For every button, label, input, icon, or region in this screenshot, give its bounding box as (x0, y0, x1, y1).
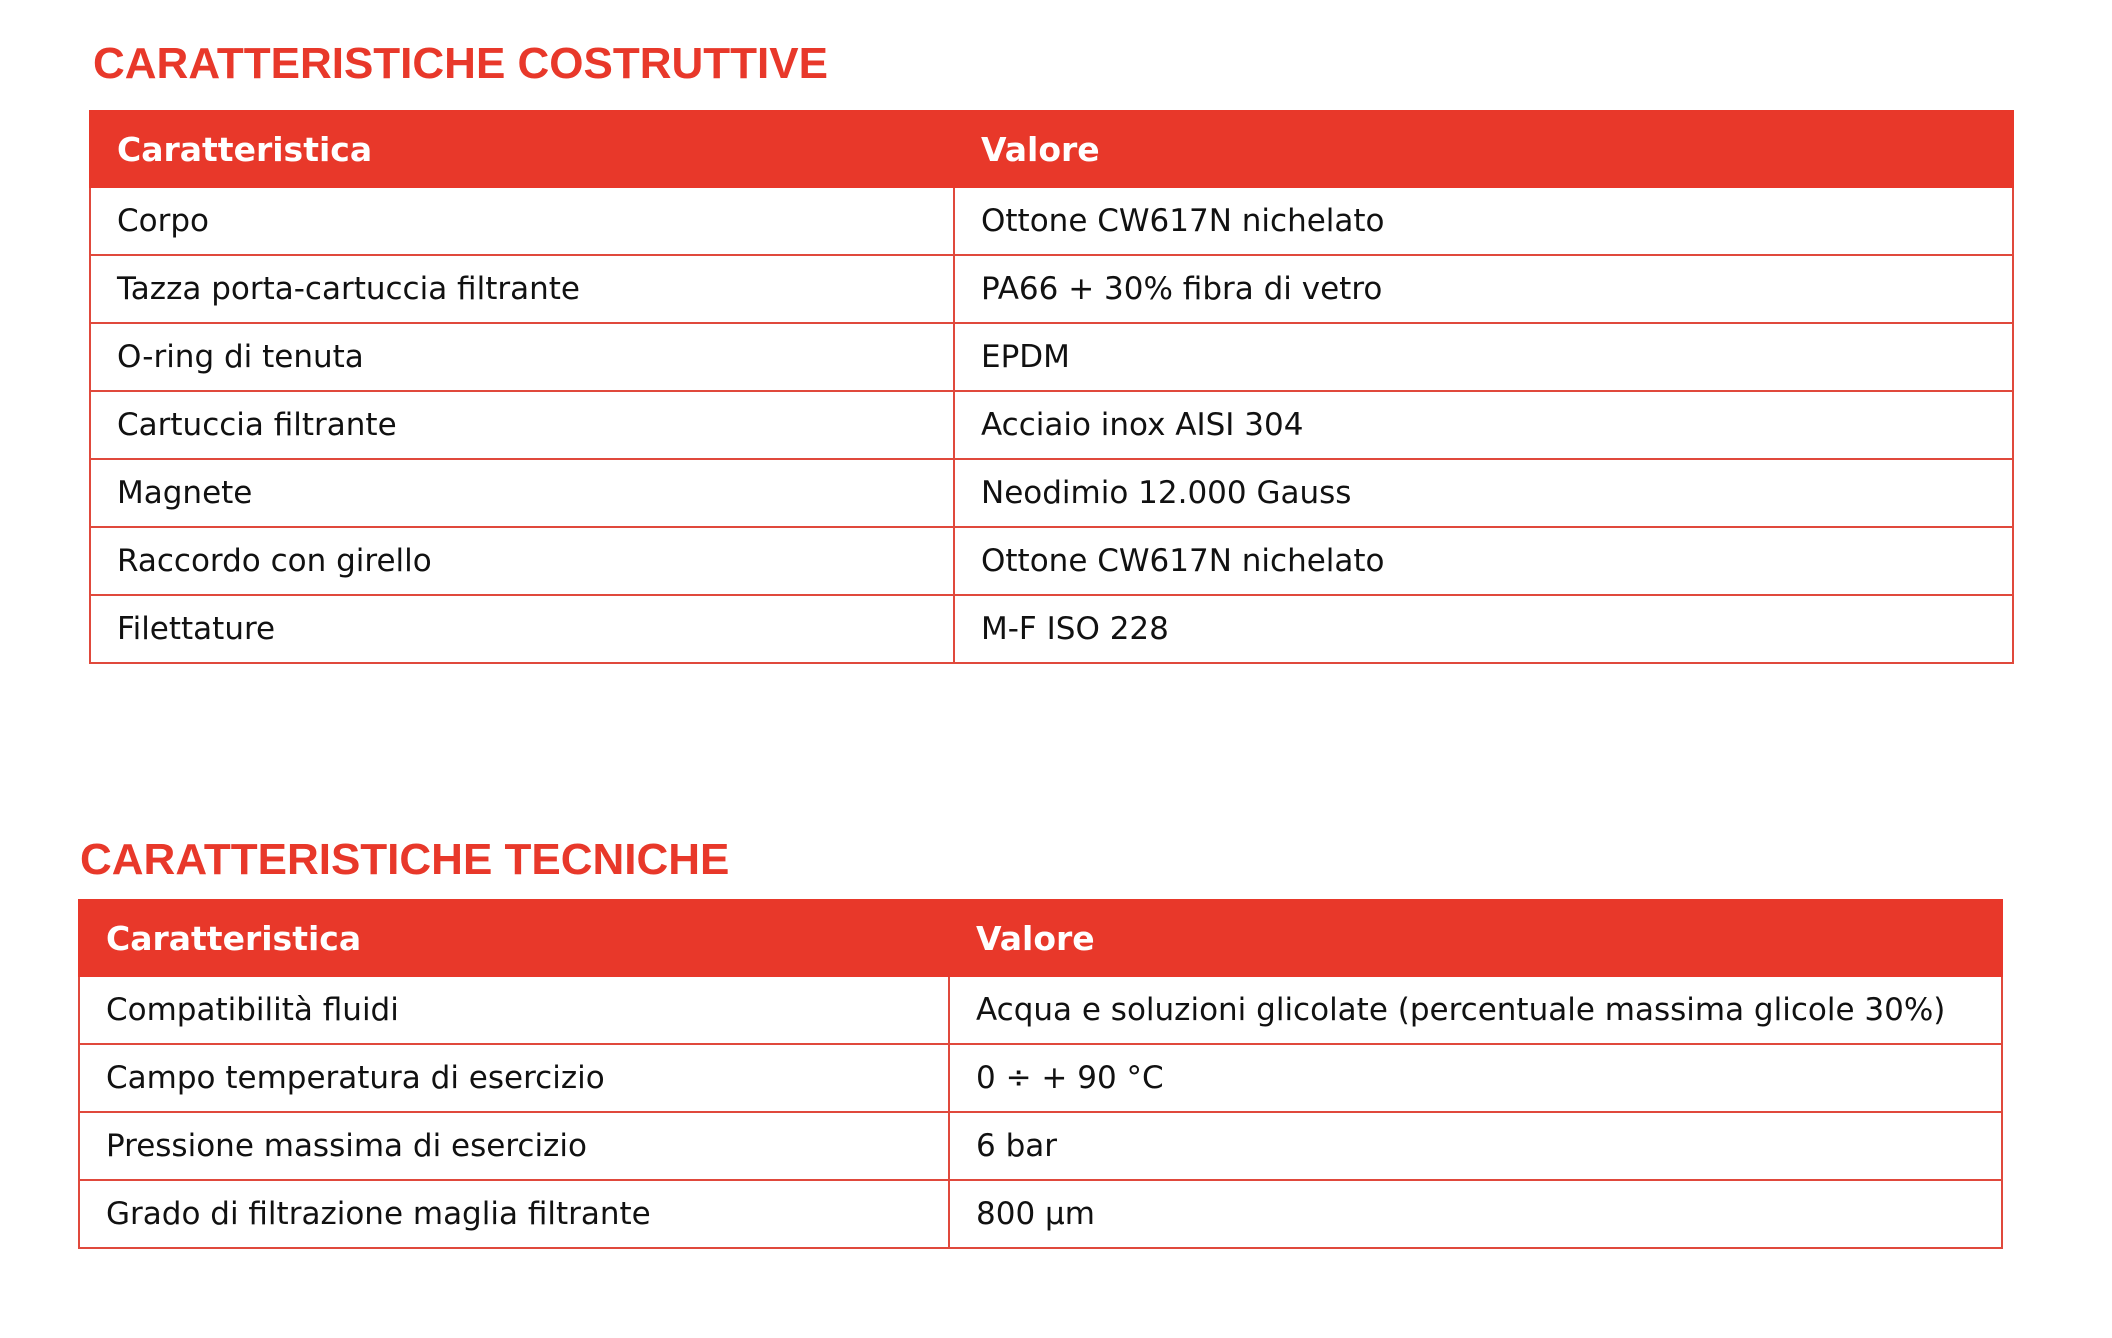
table-row (79, 976, 2002, 1044)
table-row (90, 391, 2013, 459)
row-label: Compatibilità fluidi (79, 976, 949, 1044)
row-value: 0 ÷ + 90 °C (949, 1044, 2002, 1112)
table-row (79, 1180, 2002, 1248)
row-label: Campo temperatura di esercizio (79, 1044, 949, 1112)
table-row (90, 255, 2013, 323)
header-valore: Valore (949, 900, 2002, 976)
row-value: PA66 + 30% fibra di vetro (954, 255, 2013, 323)
row-label: O-ring di tenuta (90, 323, 954, 391)
row-label: Pressione massima di esercizio (79, 1112, 949, 1180)
section-title-tecniche: CARATTERISTICHE TECNICHE (80, 835, 730, 884)
row-value: Ottone CW617N nichelato (954, 187, 2013, 255)
row-value: 6 bar (949, 1112, 2002, 1180)
table-row (90, 323, 2013, 391)
header-caratteristica: Caratteristica (90, 111, 954, 187)
row-label: Cartuccia filtrante (90, 391, 954, 459)
row-value: M-F ISO 228 (954, 595, 2013, 663)
row-value: Acqua e soluzioni glicolate (percentuale massima glicole 30%) (949, 976, 2002, 1044)
row-value: Acciaio inox AISI 304 (954, 391, 2013, 459)
table-row (90, 527, 2013, 595)
table-row (90, 595, 2013, 663)
header-caratteristica: Caratteristica (79, 900, 949, 976)
table-row (90, 187, 2013, 255)
table-header-row (79, 900, 2002, 976)
table-costruttive (89, 110, 2014, 664)
row-value: EPDM (954, 323, 2013, 391)
row-label: Corpo (90, 187, 954, 255)
row-value: 800 µm (949, 1180, 2002, 1248)
row-label: Tazza porta-cartuccia filtrante (90, 255, 954, 323)
row-value: Neodimio 12.000 Gauss (954, 459, 2013, 527)
table-header-row (90, 111, 2013, 187)
table-tecniche (78, 899, 2003, 1249)
row-value: Ottone CW617N nichelato (954, 527, 2013, 595)
row-label: Filettature (90, 595, 954, 663)
row-label: Raccordo con girello (90, 527, 954, 595)
section-title-costruttive: CARATTERISTICHE COSTRUTTIVE (93, 39, 828, 88)
table-row (79, 1044, 2002, 1112)
header-valore: Valore (954, 111, 2013, 187)
table-row (79, 1112, 2002, 1180)
row-label: Grado di filtrazione maglia filtrante (79, 1180, 949, 1248)
table-row (90, 459, 2013, 527)
row-label: Magnete (90, 459, 954, 527)
